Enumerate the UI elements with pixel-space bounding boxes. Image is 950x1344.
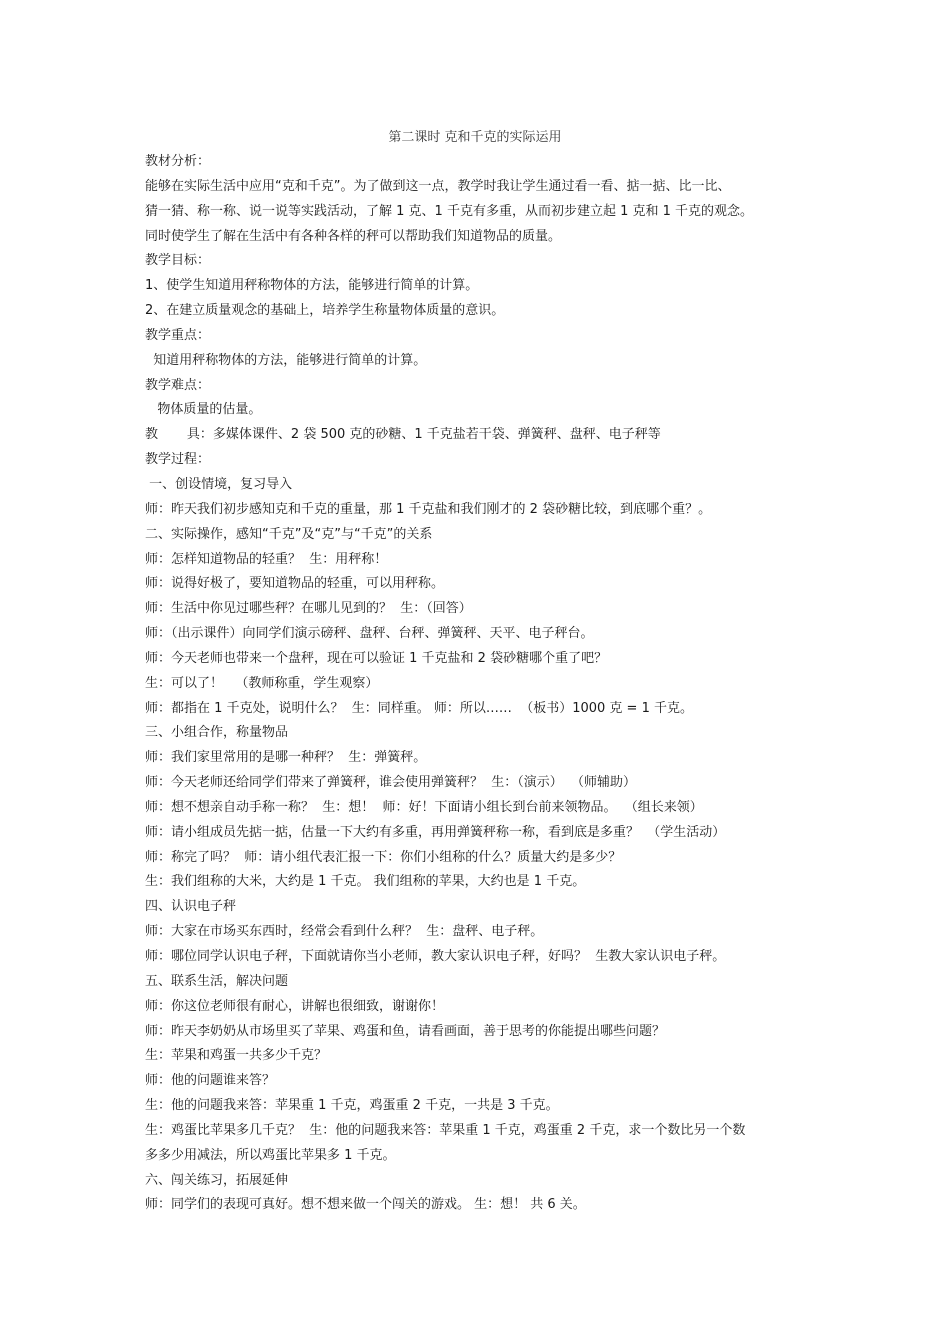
- text-line: 教学重点：: [145, 327, 211, 343]
- text-line: 师：你这位老师很有耐心，讲解也很细致，谢谢你！: [145, 998, 445, 1014]
- text-line: 1、使学生知道用秤称物体的方法，能够进行简单的计算。: [145, 278, 479, 294]
- text-line: 六、闯关练习，拓展延伸: [145, 1172, 289, 1188]
- text-line: 师：（出示课件）向同学们演示磅秤、盘秤、台秤、弹簧秤、天平、电子秤台。: [145, 626, 594, 642]
- text-line: 师：昨天李奶奶从市场里买了苹果、鸡蛋和鱼，请看画面，善于思考的你能提出哪些问题？: [145, 1023, 666, 1039]
- text-line: 师：都指在 1 千克处，说明什么？ 生：同样重。 师：所以…… （板书）1000 克 = 1 千克。: [145, 700, 693, 716]
- text-line: 教 具：多媒体课件、2 袋 500 克的砂糖、1 千克盐若干袋、弹簧秤、盘秤、电子秤等: [145, 427, 661, 443]
- document-body: [145, 150, 815, 1218]
- text-line: 教学过程：: [145, 452, 211, 468]
- text-line: 师：称完了吗？ 师：请小组代表汇报一下：你们小组称的什么？质量大约是多少？: [145, 849, 622, 865]
- text-line: 2、在建立质量观念的基础上，培养学生称量物体质量的意识。: [145, 303, 505, 319]
- text-line: 二、实际操作，感知“千克”及“克”与“千克”的关系: [145, 526, 433, 542]
- text-line: 生：可以了！ （教师称重，学生观察）: [145, 675, 379, 691]
- text-line: 生：他的问题我来答：苹果重 1 千克，鸡蛋重 2 千克，一共是 3 千克。: [145, 1098, 559, 1114]
- text-line: 师：昨天我们初步感知克和千克的重量，那 1 千克盐和我们刚才的 2 袋砂糖比较，到底哪个重？。: [145, 501, 712, 517]
- text-line: 三、小组合作，称量物品: [145, 725, 289, 741]
- text-line: 师：想不想亲自动手称一称？ 生：想！ 师：好！下面请小组长到台前来领物品。 （组长来领）: [145, 799, 703, 815]
- text-line: 师：同学们的表现可真好。想不想来做一个闯关的游戏。 生：想！ 共 6 关。: [145, 1197, 586, 1213]
- text-line: 师：他的问题谁来答？: [145, 1073, 276, 1089]
- text-line: 生：苹果和鸡蛋一共多少千克？: [145, 1048, 328, 1064]
- text-line: 师：怎样知道物品的轻重？ 生：用秤称！: [145, 551, 388, 567]
- text-line: 教材分析：: [145, 154, 211, 169]
- text-line: 师：说得好极了，要知道物品的轻重，可以用秤称。: [145, 576, 445, 592]
- text-line: 多多少用减法，所以鸡蛋比苹果多 1 千克。: [145, 1147, 396, 1163]
- text-line: 师：我们家里常用的是哪一种秤？ 生：弹簧秤。: [145, 750, 427, 766]
- text-line: 知道用秤称物体的方法，能够进行简单的计算。: [145, 352, 427, 368]
- text-line: 一、创设情境，复习导入: [145, 476, 293, 492]
- text-line: 师：今天老师还给同学们带来了弹簧秤，谁会使用弹簧秤？ 生：（演示） （师辅助）: [145, 775, 637, 791]
- text-line: 猜一猜、称一称、说一说等实践活动，了解 1 克、1 千克有多重，从而初步建立起 1 克和 1 千克的观念。: [145, 203, 754, 219]
- text-line: 师：请小组成员先掂一掂，估量一下大约有多重，再用弹簧秤称一称，看到底是多重？ （学生活动）: [145, 824, 726, 840]
- text-line: 生：我们组称的大米，大约是 1 千克。 我们组称的苹果，大约也是 1 千克。: [145, 874, 586, 890]
- text-line: 师：哪位同学认识电子秤，下面就请你当小老师，教大家认识电子秤，好吗？ 生教大家认识电子秤。: [145, 949, 726, 964]
- text-line: 同时使学生了解在生活中有各种各样的秤可以帮助我们知道物品的质量。: [145, 228, 562, 244]
- text-line: 教学目标：: [145, 253, 211, 269]
- text-line: 五、联系生活，解决问题: [145, 973, 289, 989]
- text-line: 物体质量的估量。: [145, 402, 262, 418]
- text-line: 师：大家在市场买东西时，经常会看到什么秤？ 生：盘秤、电子秤。: [145, 924, 544, 940]
- text-line: 师：今天老师也带来一个盘秤，现在可以验证 1 千克盐和 2 袋砂糖哪个重了吧？: [145, 650, 608, 666]
- text-line: 能够在实际生活中应用“克和千克”。为了做到这一点，教学时我让学生通过看一看、掂一掂、比一比、: [145, 178, 731, 194]
- text-line: 生：鸡蛋比苹果多几千克？ 生：他的问题我来答：苹果重 1 千克，鸡蛋重 2 千克，求一个数比另一个数: [145, 1122, 746, 1138]
- text-line: 教学难点：: [145, 377, 211, 393]
- text-line: 四、认识电子秤: [145, 899, 237, 915]
- document-title: 第二课时 克和千克的实际运用: [388, 130, 562, 145]
- text-line: 师：生活中你见过哪些秤？在哪儿见到的？ 生：（回答）: [145, 601, 472, 617]
